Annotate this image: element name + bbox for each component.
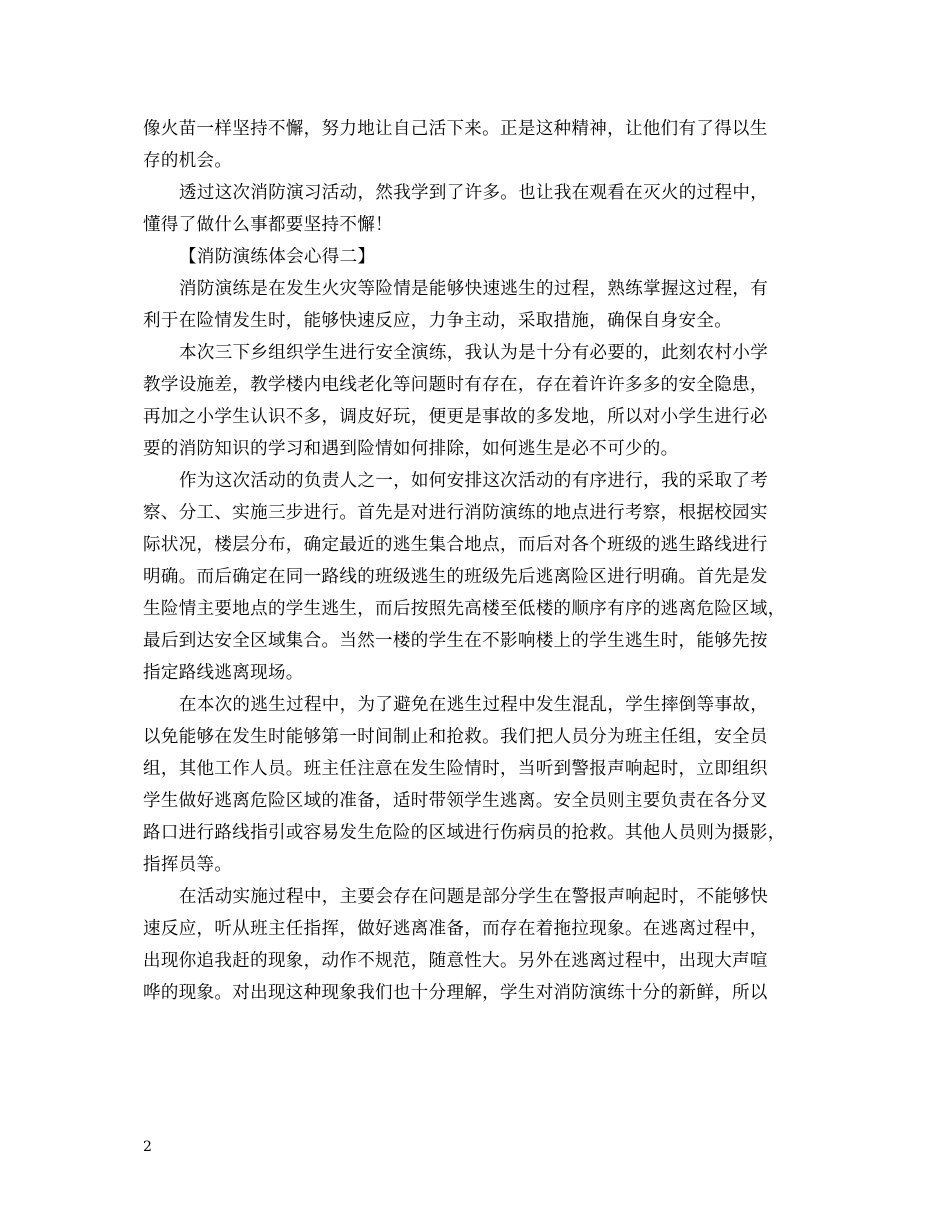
text-line: 明确。而后确定在同一路线的班级逃生的班级先后逃离险区进行明确。首先是发 [143, 567, 768, 587]
text-line: 要的消防知识的学习和遇到险情如何排除，如何逃生是必不可少的。 [143, 439, 679, 459]
text-line: 再加之小学生认识不多，调皮好玩，便更是事故的多发地，所以对小学生进行必 [143, 407, 768, 427]
text-line: 哗的现象。对出现这种现象我们也十分理解，学生对消防演练十分的新鲜，所以 [143, 983, 768, 1003]
text-line: 学生做好逃离危险区域的准备，适时带领学生逃离。安全员则主要负责在各分叉 [143, 791, 768, 811]
text-line: 教学设施差，教学楼内电线老化等问题时有存在，存在着许许多多的安全隐患， [143, 375, 768, 395]
text-line: 透过这次消防演习活动，然我学到了许多。也让我在观看在灭火的过程中， [179, 183, 769, 203]
text-line: 组，其他工作人员。班主任注意在发生险情时，当听到警报声响起时，立即组织 [143, 759, 768, 779]
document-body [143, 113, 811, 1009]
text-line: 在活动实施过程中，主要会存在问题是部分学生在警报声响起时，不能够快 [179, 887, 769, 907]
page-number: 2 [143, 1139, 152, 1155]
text-line: 指挥员等。 [143, 855, 233, 875]
text-line: 最后到达安全区域集合。当然一楼的学生在不影响楼上的学生逃生时，能够先按 [143, 631, 768, 651]
text-line: 路口进行路线指引或容易发生危险的区域进行伤病员的抢救。其他人员则为摄影， [143, 823, 786, 843]
text-line: 速反应，听从班主任指挥，做好逃离准备，而存在着拖拉现象。在逃离过程中， [143, 919, 768, 939]
text-line: 际状况，楼层分布，确定最近的逃生集合地点，而后对各个班级的逃生路线进行 [143, 535, 768, 555]
text-line: 以免能够在发生时能够第一时间制止和抢救。我们把人员分为班主任组，安全员 [143, 727, 768, 747]
text-line: 察、分工、实施三步进行。首先是对进行消防演练的地点进行考察，根据校园实 [143, 503, 768, 523]
text-line: 【消防演练体会心得二】 [179, 247, 376, 267]
text-line: 生险情主要地点的学生逃生，而后按照先高楼至低楼的顺序有序的逃离危险区域， [143, 599, 786, 619]
text-line: 指定路线逃离现场。 [143, 663, 304, 683]
text-line: 存的机会。 [143, 151, 233, 171]
text-line: 出现你追我赶的现象，动作不规范，随意性大。另外在逃离过程中，出现大声喧 [143, 951, 768, 971]
text-line: 利于在险情发生时，能够快速反应，力争主动，采取措施，确保自身安全。 [143, 311, 733, 331]
text-line: 像火苗一样坚持不懈，努力地让自己活下来。正是这种精神，让他们有了得以生 [143, 119, 768, 139]
text-line: 在本次的逃生过程中，为了避免在逃生过程中发生混乱，学生摔倒等事故， [179, 695, 769, 715]
text-line: 消防演练是在发生火灾等险情是能够快速逃生的过程，熟练掌握这过程，有 [179, 279, 769, 299]
text-line: 懂得了做什么事都要坚持不懈！ [143, 215, 393, 235]
text-line: 作为这次活动的负责人之一，如何安排这次活动的有序进行，我的采取了考 [179, 471, 769, 491]
text-line: 本次三下乡组织学生进行安全演练，我认为是十分有必要的，此刻农村小学 [179, 343, 769, 363]
